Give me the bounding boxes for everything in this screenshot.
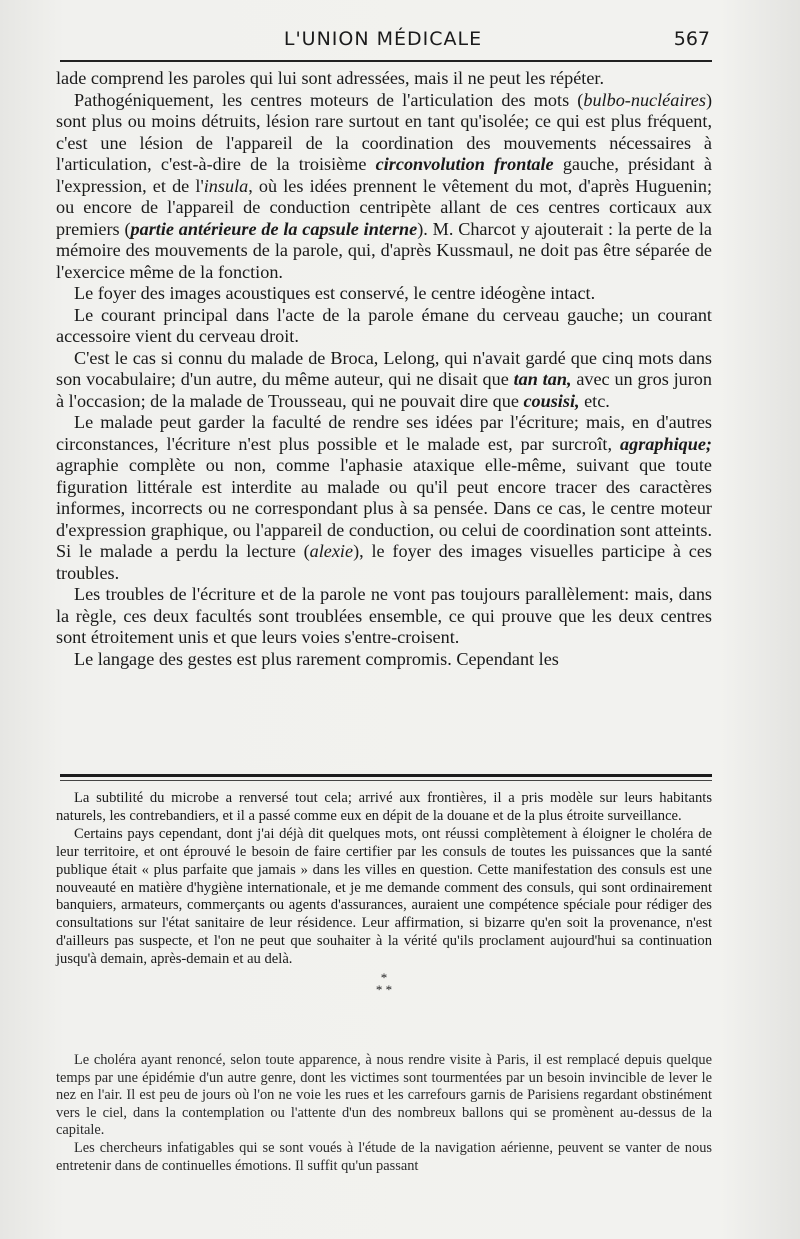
- asterism-bottom: * *: [375, 982, 393, 998]
- p2-text-a: Pathogéniquement, les centres moteurs de l'articulation des mots (: [74, 89, 584, 110]
- p2-text-i: ). M. Charcot y ajouterait : la perte de la mémoire des mouvements de la parole, qui, d'après Kussmaul, ne doit pas être séparée de l'exercice même de la fonction.: [56, 218, 713, 282]
- paragraph-4: Le courant principal dans l'acte de la parole émane du cerveau gauche; un courant accessoire vient du cerveau droit.: [56, 304, 712, 346]
- p5-text-e: etc.: [579, 390, 610, 411]
- paragraph-6: [56, 412, 712, 584]
- p5-text-a: C'est le cas si connu du malade de Broca, Lelong, qui n'avait gardé que cinq mots dans son vocabulaire; d'un autre, du même auteur, qui ne disait que: [56, 347, 712, 389]
- feuilleton-paragraph-4: Les chercheurs infatigables qui se sont voués à l'étude de la navigation aérienne, peuvent se vanter de nous entretenir dans de continuelles émotions. Il suffit qu'un passant: [56, 1139, 712, 1174]
- p2-term-circonvolution: circonvolution frontale: [375, 154, 554, 174]
- p6-text-e: ), le foyer des images visuelles participe à ces troubles.: [56, 541, 712, 583]
- paragraph-7: Les troubles de l'écriture et de la parole ne vont pas toujours parallèlement: mais, dans la règle, ces deux facultés sont troublées ensemble, ce qui prouve que les deux centres sont étroitement unis et que leurs voies s'entre-croisent.: [56, 584, 712, 647]
- asterism-top: *: [380, 970, 388, 986]
- paragraph-8: Le langage des gestes est plus rarement compromis. Cependant les: [74, 648, 559, 669]
- header-rule: [60, 60, 712, 62]
- p6-text-c: agraphie complète ou non, comme l'aphasie ataxique elle-même, suivant que toute figuration littérale est interdite au malade ou qu'il peut encore tracer des caractères informes, incorrects ou ne correspondant plus à sa pensée. Dans ce cas, le centre moteur d'expression graphique, ou l'appareil de conduction, ou celui de coordination sont atteints. Si le malade a perdu la lecture (: [56, 455, 712, 561]
- journal-title: L'UNION MÉDICALE: [283, 28, 483, 50]
- p5-term-tan: tan tan,: [513, 369, 572, 389]
- article-body: [56, 68, 712, 670]
- paragraph-3: Le foyer des images acoustiques est conservé, le centre idéogène intact.: [74, 283, 596, 303]
- p2-text-e: gauche, présidant à l'expression, et de l': [56, 154, 712, 196]
- p2-text-g: , où les idées prennent le vêtement du mot, d'après Huguenin; ou encore de l'appareil de conduction centripète allant de ces centres corticaux aux premiers (: [56, 175, 712, 239]
- feuilleton-paragraph-3: Le choléra ayant renoncé, selon toute apparence, à nous rendre visite à Paris, il est remplacé depuis quelque temps par une épidémie d'un autre genre, dont les victimes sont tourmentées par un besoin invincible de lever le nez en l'air. Il est peu de jours où l'on ne voie les rues et les carrefours garnis de Parisiens regardant obstinément vers le ciel, dans la contemplation ou l'attente d'un des nombreux ballons qui se promènent au-dessus de la capitale.: [56, 1052, 712, 1139]
- p2-term-insula: insula: [203, 175, 249, 196]
- p5-text-c: avec un gros juron à l'occasion; de la malade de Trousseau, qui ne pouvait dire que: [56, 369, 712, 411]
- asterism-divider: [56, 972, 712, 996]
- feuilleton-paragraph-1: La subtilité du microbe a renversé tout cela; arrivé aux frontières, il a pris modèle sur leurs habitants naturels, les contrebandiers, et il a passé comme eux en dépit de la douane et de la plus étroite surveillance.: [56, 790, 712, 824]
- p6-term-alexie: alexie: [309, 541, 354, 561]
- paragraph-1: lade comprend les paroles qui lui sont adressées, mais il ne peut les répéter.: [56, 68, 604, 88]
- p6-text-a: Le malade peut garder la faculté de rendre ses idées par l'écriture; mais, en d'autres circonstances, l'écriture n'est plus possible et le malade est, par surcroît,: [56, 412, 712, 454]
- feuilleton-rule: [60, 774, 712, 777]
- feuilleton-continuation: [56, 1052, 712, 1175]
- paragraph-5: [56, 348, 712, 413]
- running-head: [56, 28, 710, 56]
- paragraph-2: [56, 90, 712, 284]
- p5-term-cousisi: cousisi,: [523, 390, 580, 411]
- feuilleton-body: [56, 790, 712, 1002]
- feuilleton-rule-thin: [60, 780, 712, 781]
- p2-term-bulbo: bulbo-nucléaires: [583, 89, 706, 110]
- p6-term-agraphique: agraphique;: [620, 433, 712, 454]
- page-number: 567: [673, 28, 710, 50]
- p2-term-capsule: partie antérieure de la capsule interne: [130, 218, 418, 239]
- feuilleton-paragraph-2: Certains pays cependant, dont j'ai déjà dit quelques mots, ont réussi complètement à éloigner le choléra de leur territoire, et ont éprouvé le besoin de faire certifier par les consuls de toutes les puissances que la santé publique était « plus parfaite que jamais » dans les villes en question. Cette manifestation des consuls est une nouveauté en matière d'hygiène internationale, et je me demande comment des consuls, qui sont ordinairement banquiers, armateurs, commerçants ou agents d'assurances, auraient une compétence spéciale pour rédiger des consultations sur l'état sanitaire de leur résidence. Leur affirmation, si bizarre qu'en soit la provenance, n'est d'ailleurs pas suspecte, et l'on ne peut que souhaiter à la vérité qu'ils proclament aujourd'hui sa continuation jusqu'à demain, après-demain et au delà.: [56, 825, 712, 968]
- p2-text-c: ) sont plus ou moins détruits, lésion rare surtout en tant qu'isolée; ce qui est plus fréquent, c'est une lésion de l'appareil de la coordination des mouvements nécessaires à l'articulation, c'est-à-dire de la troisième: [56, 89, 712, 174]
